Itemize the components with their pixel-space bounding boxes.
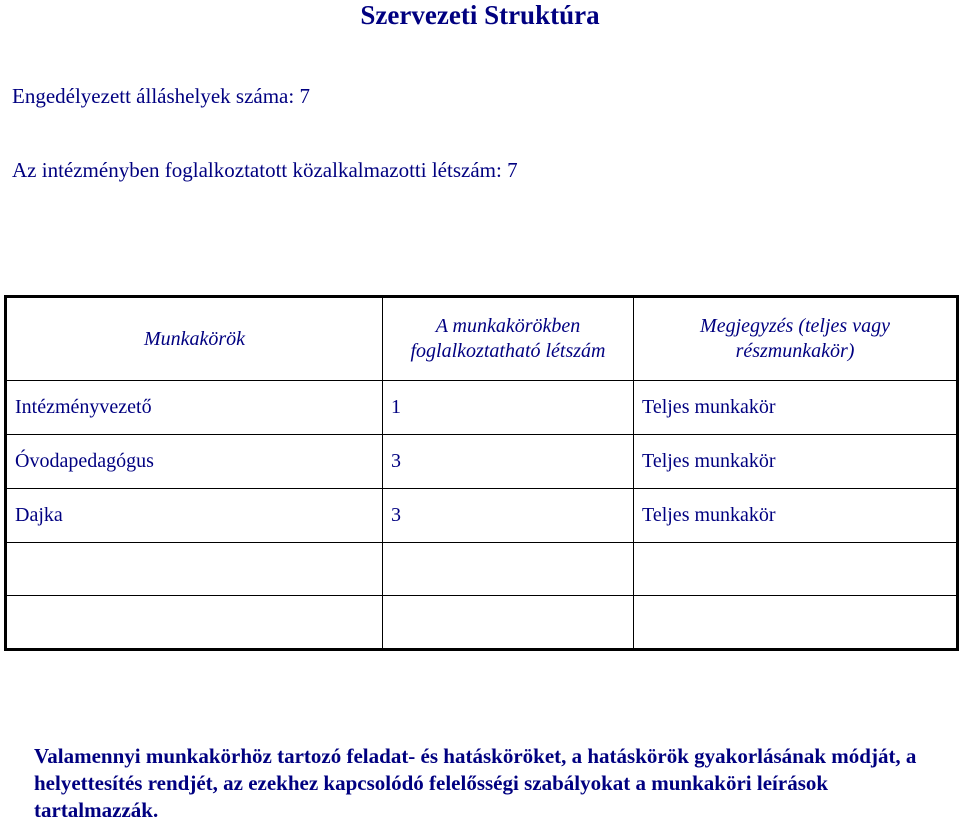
table-row-empty xyxy=(6,596,958,650)
page-title: Szervezeti Struktúra xyxy=(360,0,600,30)
table-row xyxy=(6,435,958,489)
cell-job-role xyxy=(6,596,383,650)
cell-job-role: Óvodapedagógus xyxy=(6,435,383,489)
employed-staff-text: Az intézményben foglalkoztatott közalkalmazotti létszám: 7 xyxy=(12,158,518,182)
table-row-empty xyxy=(6,543,958,596)
cell-note: Teljes munkakör xyxy=(634,435,958,489)
cell-headcount xyxy=(383,543,634,596)
structure-table xyxy=(4,295,959,651)
cell-note xyxy=(634,596,958,650)
cell-headcount: 3 xyxy=(383,435,634,489)
table-header-row xyxy=(6,297,958,381)
header-headcount: A munkakörökben foglalkoztatható létszám xyxy=(383,297,634,381)
cell-job-role xyxy=(6,543,383,596)
cell-note: Teljes munkakör xyxy=(634,381,958,435)
table-row xyxy=(6,489,958,543)
footnote-paragraph: Valamennyi munkakörhöz tartozó feladat- és hatásköröket, a hatáskörök gyakorlásának módját, a helyettesítés rendjét, az ezekhez kapcsolódó felelősségi szabályokat a munkaköri leírások tartalmazzák. xyxy=(34,744,917,822)
cell-headcount xyxy=(383,596,634,650)
table-row xyxy=(6,381,958,435)
cell-headcount: 3 xyxy=(383,489,634,543)
cell-job-role: Intézményvezető xyxy=(6,381,383,435)
cell-note: Teljes munkakör xyxy=(634,489,958,543)
cell-note xyxy=(634,543,958,596)
cell-headcount: 1 xyxy=(383,381,634,435)
header-note: Megjegyzés (teljes vagy részmunkakör) xyxy=(634,297,958,381)
cell-job-role: Dajka xyxy=(6,489,383,543)
authorized-positions-text: Engedélyezett álláshelyek száma: 7 xyxy=(12,84,310,108)
header-job-roles: Munkakörök xyxy=(6,297,383,381)
